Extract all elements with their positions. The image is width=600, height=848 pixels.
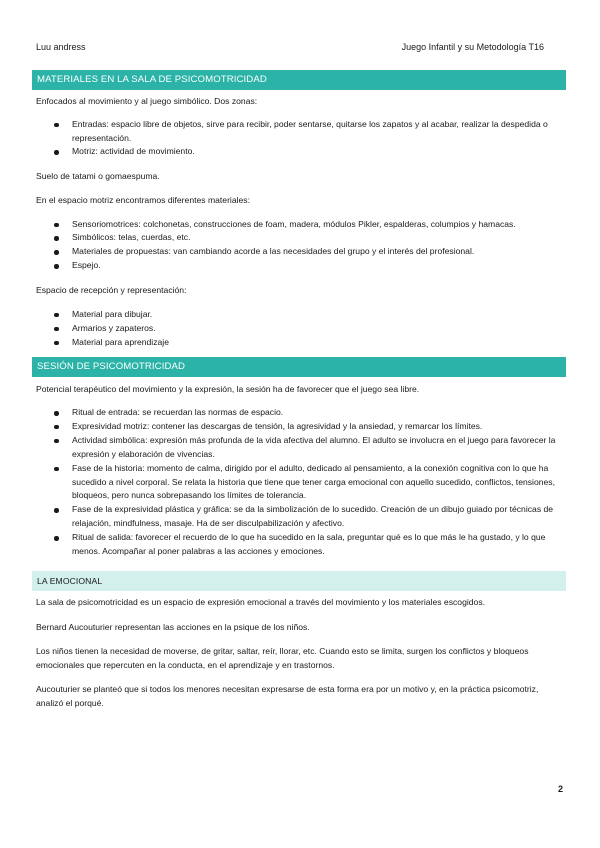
list-item: Materiales de propuestas: van cambiando acorde a las necesidades del grupo y el interés del profesional. <box>32 245 566 259</box>
list-item: Material para dibujar. <box>32 308 566 322</box>
paragraph-suelo: Suelo de tatami o gomaespuma. <box>36 171 160 182</box>
paragraph-materiales-intro: Enfocados al movimiento y al juego simbólico. Dos zonas: <box>36 96 258 106</box>
paragraph-recepcion-intro: Espacio de recepción y representación: <box>36 285 187 296</box>
page-content <box>32 70 566 711</box>
list-item: Actividad simbólica: expresión más profunda de la vida afectiva del alumno. El adulto se involucra en el juego para favorecer la expresión y elaboración de vivencias. <box>32 434 566 462</box>
paragraph-emocional-1: La sala de psicomotricidad es un espacio de expresión emocional a través del movimiento y los materiales escogidos. <box>36 597 486 607</box>
section-heading-materiales: MATERIALES EN LA SALA DE PSICOMOTRICIDAD <box>32 70 566 90</box>
list-item: Material para aprendizaje <box>32 336 566 350</box>
list-materiales-motriz <box>32 218 566 274</box>
paragraph-emocional-3: Los niños tienen la necesidad de moverse, de gritar, saltar, reír, llorar, etc. Cuando esto se limita, surgen los conflictos y bloqueos emocionales que repercuten en la conducta, en el aprendizaje y en trastornos. <box>36 646 529 670</box>
paragraph-emocional-2: Bernard Aucouturier representan las acciones en la psique de los niños. <box>36 621 310 632</box>
header-subject: Juego Infantil y su Metodología T16 <box>401 42 544 52</box>
paragraph-emocional-4: Aucouturier se planteó que si todos los menores necesitan expresarse de esta forma era por un motivo y, en la práctica psicomotriz, analizó el porqué. <box>36 684 539 708</box>
list-item: Expresividad motriz: contener las descargas de tensión, la agresividad y la ansiedad, y remarcar los límites. <box>32 420 566 434</box>
list-item: Fase de la expresividad plástica y gráfica: se da la simbolización de lo sucedido. Creación de un dibujo guiado por técnicas de relajación, mindfulness, masaje. Ha de ser disculpabilización y afectivo. <box>32 503 566 531</box>
list-item: Espejo. <box>32 259 566 273</box>
list-item: Fase de la historia: momento de calma, dirigido por el adulto, dedicado al pensamiento, a la conexión cognitiva con lo que ha sucedido a nivel corporal. Se relata la historia que tiene que tener carga emocional con aquello sucedido, conflictos, tensiones, bloqueos, pero nunca sobrepasando los límites de tolerancia. <box>32 462 566 504</box>
page-number: 2 <box>557 784 563 794</box>
section-heading-sesion: SESIÓN DE PSICOMOTRICIDAD <box>32 357 566 377</box>
list-item: Motriz: actividad de movimiento. <box>32 145 566 159</box>
section-heading-emocional: LA EMOCIONAL <box>32 571 566 591</box>
list-zonas <box>32 118 566 160</box>
list-item: Entradas: espacio libre de objetos, sirve para recibir, poder sentarse, quitarse los zapatos y al acabar, realizar la despedida o representación. <box>32 118 566 146</box>
list-item: Ritual de entrada: se recuerdan las normas de espacio. <box>32 406 566 420</box>
list-item: Ritual de salida: favorecer el recuerdo de lo que ha sucedido en la sala, preguntar qué es lo que más le ha gustado, y lo que menos. Acompañar al poner palabras a las acciones y emociones. <box>32 531 566 559</box>
list-item: Simbólicos: telas, cuerdas, etc. <box>32 231 566 245</box>
list-fases-sesion <box>32 406 566 559</box>
list-recepcion <box>32 308 566 350</box>
header-author: Luu andress <box>36 42 86 52</box>
paragraph-motriz-intro: En el espacio motriz encontramos diferentes materiales: <box>36 194 250 205</box>
paragraph-sesion-intro: Potencial terapéutico del movimiento y la expresión, la sesión ha de favorecer que el juego sea libre. <box>36 384 420 395</box>
list-item: Armarios y zapateros. <box>32 322 566 336</box>
list-item: Sensoriomotrices: colchonetas, construcciones de foam, madera, módulos Pikler, espalderas, columpios y hamacas. <box>32 218 566 232</box>
